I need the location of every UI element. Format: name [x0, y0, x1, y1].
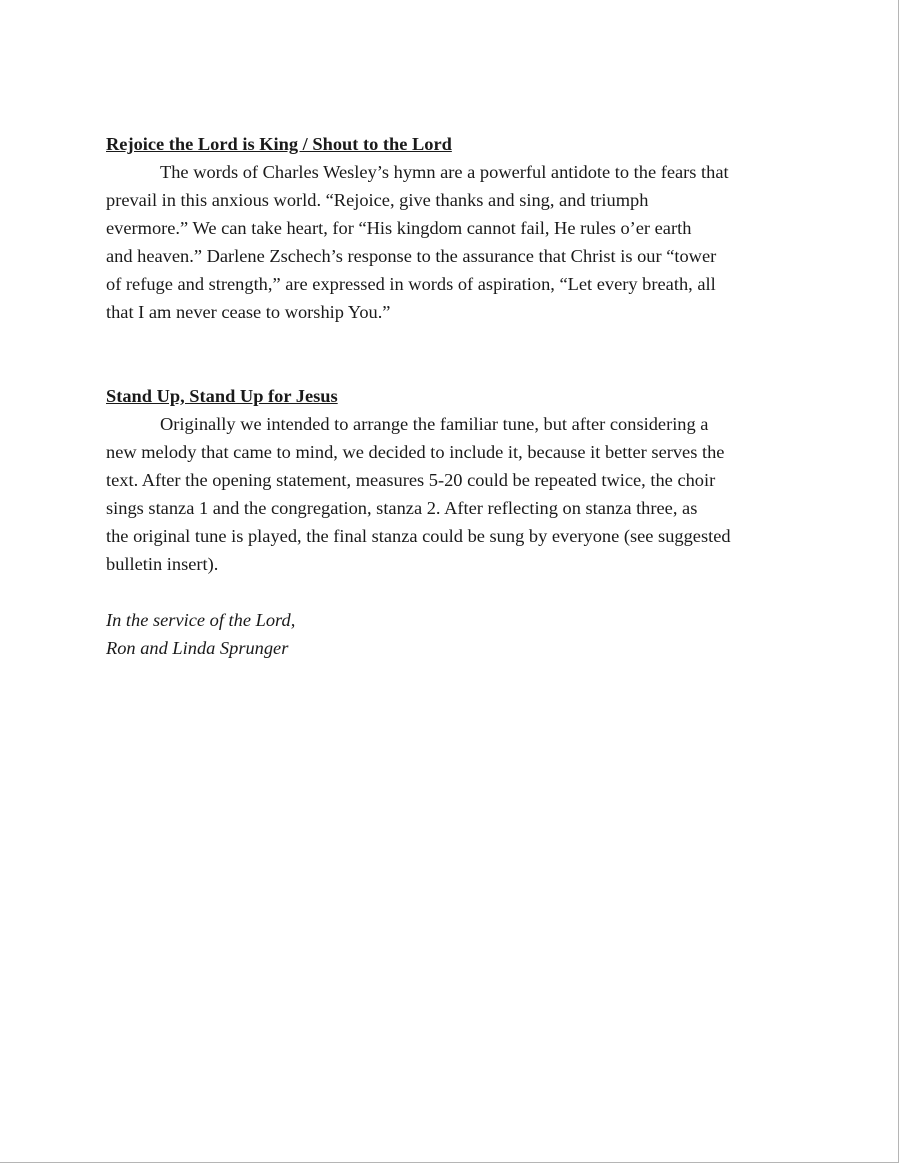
paragraph-line: prevail in this anxious world. “Rejoice, give thanks and sing, and triumph — [106, 190, 649, 210]
paragraph-line: evermore.” We can take heart, for “His kingdom cannot fail, He rules o’er earth — [106, 218, 692, 238]
section-stand-up — [106, 382, 806, 578]
closing-line: In the service of the Lord, — [106, 610, 296, 630]
paragraph-line: text. After the opening statement, measures 5-20 could be repeated twice, the choir — [106, 470, 716, 490]
paragraph-line: of refuge and strength,” are expressed in words of aspiration, “Let every breath, all — [106, 274, 716, 294]
document-body — [106, 130, 806, 662]
paragraph-line: new melody that came to mind, we decided to include it, because it better serves the — [106, 442, 725, 462]
section-title: Rejoice the Lord is King / Shout to the Lord — [106, 134, 452, 154]
paragraph-line: The words of Charles Wesley’s hymn are a powerful antidote to the fears that — [160, 162, 729, 182]
paragraph-line: and heaven.” Darlene Zschech’s response to the assurance that Christ is our “tower — [106, 246, 717, 266]
signature-block — [106, 606, 806, 662]
paragraph-line: that I am never cease to worship You.” — [106, 302, 391, 322]
section-paragraph — [106, 158, 806, 326]
section-rejoice — [106, 130, 806, 326]
paragraph-line: the original tune is played, the final stanza could be sung by everyone (see suggested — [106, 526, 731, 546]
paragraph-line: bulletin insert). — [106, 554, 219, 574]
paragraph-line: sings stanza 1 and the congregation, stanza 2. After reflecting on stanza three, as — [106, 498, 698, 518]
paragraph-line: Originally we intended to arrange the familiar tune, but after considering a — [160, 414, 709, 434]
signature-names: Ron and Linda Sprunger — [106, 638, 289, 658]
section-title: Stand Up, Stand Up for Jesus — [106, 386, 338, 406]
section-paragraph — [106, 410, 806, 578]
